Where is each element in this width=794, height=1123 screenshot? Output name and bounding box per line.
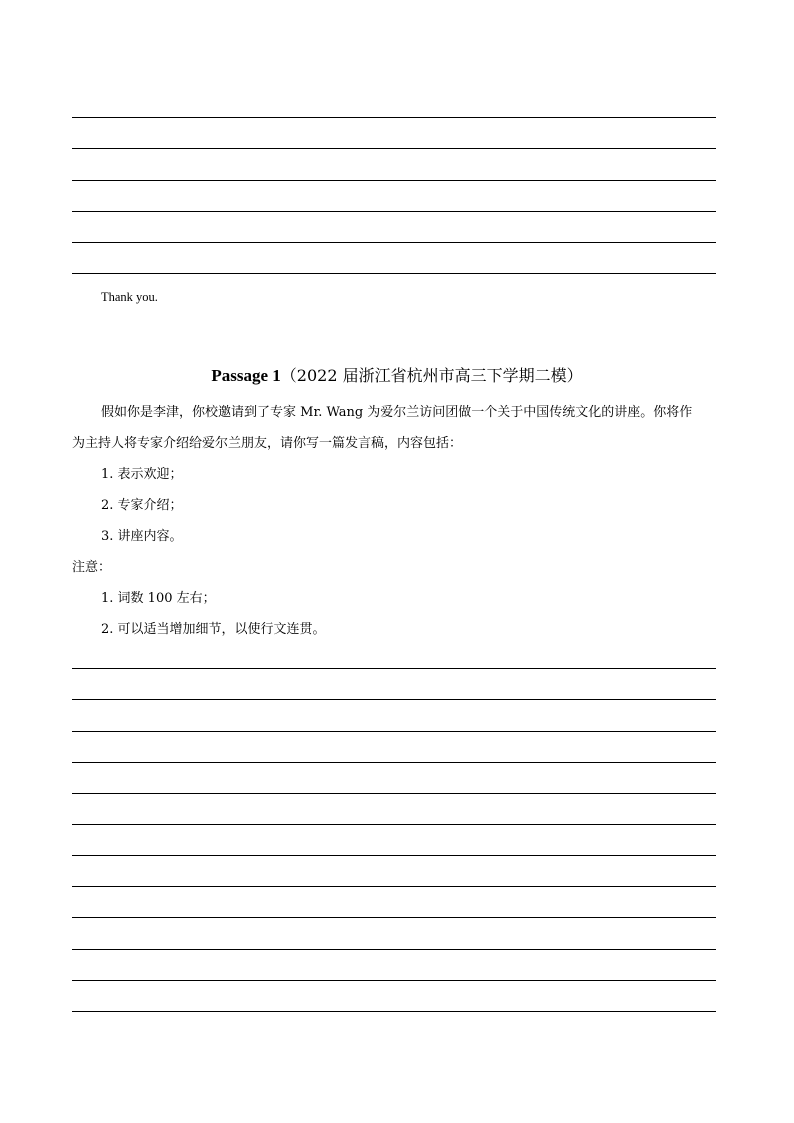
answer-line (72, 917, 716, 918)
answer-line (72, 731, 716, 732)
answer-line (72, 762, 716, 763)
answer-line (72, 668, 716, 669)
content-item: 2. 专家介绍； (101, 498, 183, 513)
answer-line (72, 1011, 716, 1012)
note-item: 2. 可以适当增加细节，以使行文连贯。 (101, 622, 326, 637)
prompt-line-1: 假如你是李津，你校邀请到了专家 Mr. Wang 为爱尔兰访问团做一个关于中国传统文化的讲座。你将作 (101, 405, 693, 420)
answer-line (72, 793, 716, 794)
answer-line (72, 949, 716, 950)
answer-line (72, 855, 716, 856)
writing-line (72, 273, 716, 274)
passage-title (0, 365, 794, 387)
writing-line (72, 211, 716, 212)
passage-title-source: （2022 届浙江省杭州市高三下学期二模） (280, 366, 583, 385)
answer-line (72, 699, 716, 700)
writing-line (72, 117, 716, 118)
answer-line (72, 824, 716, 825)
prompt-line-2: 为主持人将专家介绍给爱尔兰朋友，请你写一篇发言稿，内容包括： (72, 436, 463, 451)
notes-label: 注意： (72, 560, 112, 575)
answer-line (72, 886, 716, 887)
content-item: 3. 讲座内容。 (101, 529, 183, 544)
content-item: 1. 表示欢迎； (101, 467, 183, 482)
answer-line (72, 980, 716, 981)
closing-text: Thank you. (101, 290, 158, 304)
prompt-paragraph (72, 404, 722, 422)
passage-title-label: Passage 1 (211, 366, 281, 385)
writing-line (72, 180, 716, 181)
prompt-paragraph-continued (72, 435, 722, 453)
note-item: 1. 词数 100 左右； (101, 591, 216, 606)
writing-line (72, 242, 716, 243)
writing-line (72, 148, 716, 149)
